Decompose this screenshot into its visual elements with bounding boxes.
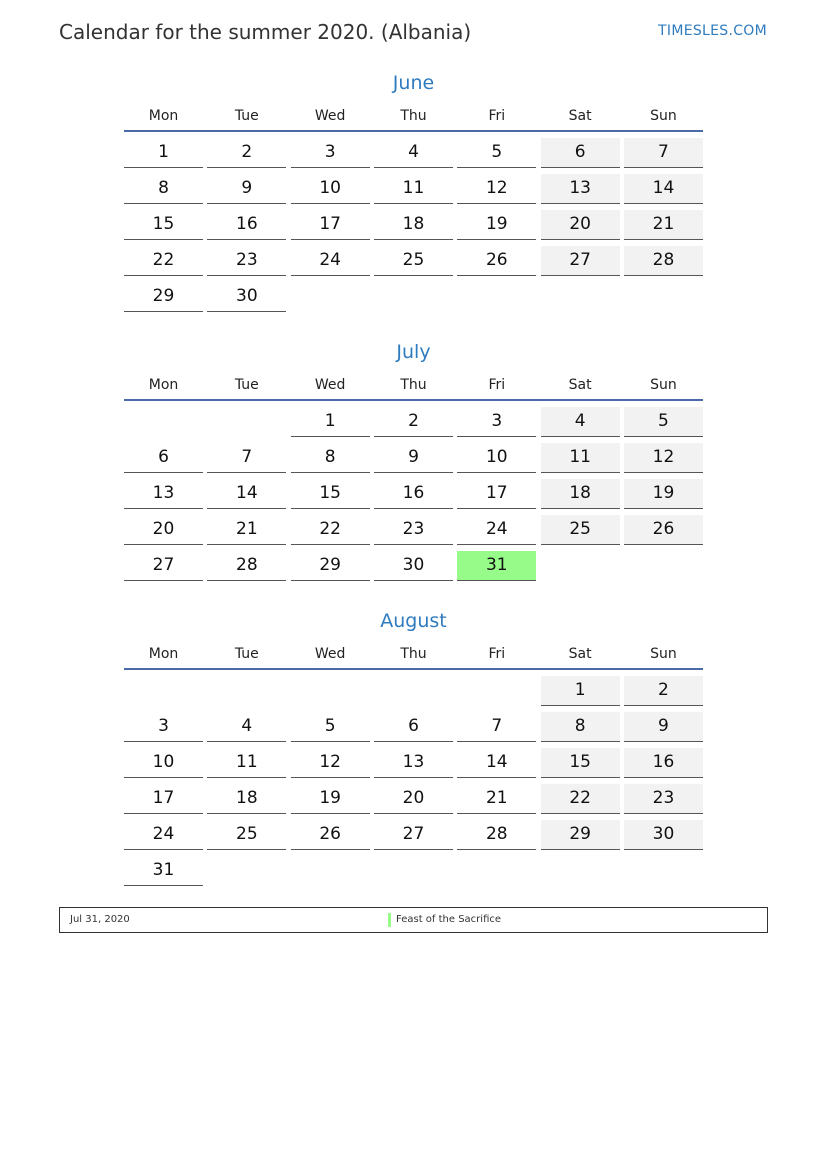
- day-cell[interactable]: 22: [541, 784, 620, 814]
- day-cell[interactable]: 12: [457, 174, 536, 204]
- day-cell[interactable]: 4: [207, 712, 286, 742]
- day-cell[interactable]: 22: [124, 246, 203, 276]
- day-cell[interactable]: 16: [624, 748, 703, 778]
- month-name: July: [396, 341, 431, 363]
- day-cell[interactable]: 17: [124, 784, 203, 814]
- day-cell[interactable]: 19: [291, 784, 370, 814]
- weekday-label: Sun: [650, 108, 677, 124]
- day-cell[interactable]: 18: [541, 479, 620, 509]
- weekday-label: Sat: [568, 646, 592, 662]
- day-cell[interactable]: 5: [291, 712, 370, 742]
- day-cell[interactable]: 2: [374, 407, 453, 437]
- day-cell[interactable]: 6: [374, 712, 453, 742]
- day-cell[interactable]: 26: [624, 515, 703, 545]
- weekday-label: Tue: [234, 646, 259, 662]
- day-cell[interactable]: 13: [541, 174, 620, 204]
- weekday-label: Thu: [400, 646, 427, 662]
- day-cell[interactable]: 23: [624, 784, 703, 814]
- day-cell[interactable]: 14: [207, 479, 286, 509]
- empty-cell: [457, 676, 536, 706]
- day-cell[interactable]: 8: [124, 174, 203, 204]
- day-cell[interactable]: 28: [624, 246, 703, 276]
- empty-cell: [124, 676, 203, 706]
- day-cell[interactable]: 9: [207, 174, 286, 204]
- day-cell[interactable]: 16: [207, 210, 286, 240]
- day-cell[interactable]: 20: [374, 784, 453, 814]
- weekday-label: Fri: [488, 377, 506, 393]
- day-cell[interactable]: 11: [541, 443, 620, 473]
- day-cell[interactable]: 24: [457, 515, 536, 545]
- day-cell[interactable]: 27: [541, 246, 620, 276]
- weekday-label: Thu: [400, 108, 427, 124]
- day-cell[interactable]: 6: [541, 138, 620, 168]
- day-cell[interactable]: 25: [541, 515, 620, 545]
- day-cell[interactable]: 24: [124, 820, 203, 850]
- day-cell[interactable]: 18: [374, 210, 453, 240]
- day-cell[interactable]: 9: [624, 712, 703, 742]
- month-name: June: [392, 72, 435, 94]
- weekday-header: [124, 371, 703, 401]
- day-cell[interactable]: 29: [541, 820, 620, 850]
- weekday-header: [124, 102, 703, 132]
- day-cell[interactable]: 20: [124, 515, 203, 545]
- day-cell[interactable]: 25: [207, 820, 286, 850]
- day-cell[interactable]: 15: [541, 748, 620, 778]
- day-cell[interactable]: 20: [541, 210, 620, 240]
- day-cell[interactable]: 16: [374, 479, 453, 509]
- legend-color-mark: [388, 913, 391, 927]
- weekday-label: Wed: [314, 108, 346, 124]
- weekday-label: Mon: [148, 377, 179, 393]
- day-cell[interactable]: 7: [207, 443, 286, 473]
- month-july: [124, 338, 703, 581]
- day-cell[interactable]: 22: [291, 515, 370, 545]
- day-cell[interactable]: 15: [291, 479, 370, 509]
- days-grid: [124, 676, 703, 886]
- day-cell[interactable]: 13: [124, 479, 203, 509]
- day-cell[interactable]: 30: [207, 282, 286, 312]
- month-august: [124, 607, 703, 886]
- day-cell[interactable]: 3: [291, 138, 370, 168]
- day-cell[interactable]: 7: [457, 712, 536, 742]
- weekday-label: Mon: [148, 108, 179, 124]
- weekday-label: Wed: [314, 646, 346, 662]
- day-cell[interactable]: 18: [207, 784, 286, 814]
- day-cell[interactable]: 30: [624, 820, 703, 850]
- legend-date: Jul 31, 2020: [70, 914, 130, 925]
- day-cell[interactable]: 2: [207, 138, 286, 168]
- days-grid: [124, 407, 703, 581]
- day-cell[interactable]: 23: [374, 515, 453, 545]
- day-cell[interactable]: 4: [374, 138, 453, 168]
- day-cell[interactable]: 10: [124, 748, 203, 778]
- day-cell[interactable]: 11: [207, 748, 286, 778]
- day-cell[interactable]: 26: [457, 246, 536, 276]
- weekday-label: Fri: [488, 108, 506, 124]
- empty-cell: [124, 407, 203, 437]
- day-cell[interactable]: 27: [124, 551, 203, 581]
- weekday-label: Tue: [234, 108, 259, 124]
- day-cell[interactable]: 21: [624, 210, 703, 240]
- holiday-day-cell[interactable]: 31: [457, 551, 536, 581]
- day-cell[interactable]: 21: [207, 515, 286, 545]
- day-cell[interactable]: 28: [207, 551, 286, 581]
- holiday-legend: [59, 907, 768, 933]
- day-cell[interactable]: 13: [374, 748, 453, 778]
- day-cell[interactable]: 3: [124, 712, 203, 742]
- day-cell[interactable]: 1: [124, 138, 203, 168]
- day-cell[interactable]: 15: [124, 210, 203, 240]
- day-cell[interactable]: 6: [124, 443, 203, 473]
- empty-cell: [374, 676, 453, 706]
- day-cell[interactable]: 26: [291, 820, 370, 850]
- legend-holiday-name: Feast of the Sacrifice: [396, 914, 502, 925]
- site-link[interactable]: TIMESLES.COM: [658, 23, 767, 39]
- weekday-label: Thu: [400, 377, 427, 393]
- day-cell[interactable]: 17: [291, 210, 370, 240]
- page-title: Calendar for the summer 2020. (Albania): [59, 20, 472, 44]
- day-cell[interactable]: 1: [541, 676, 620, 706]
- day-cell[interactable]: 19: [457, 210, 536, 240]
- day-cell[interactable]: 14: [624, 174, 703, 204]
- day-cell[interactable]: 2: [624, 676, 703, 706]
- day-cell[interactable]: 19: [624, 479, 703, 509]
- day-cell[interactable]: 30: [374, 551, 453, 581]
- month-june: [124, 69, 703, 312]
- day-cell[interactable]: 23: [207, 246, 286, 276]
- day-cell[interactable]: 24: [291, 246, 370, 276]
- day-cell[interactable]: 5: [624, 407, 703, 437]
- day-cell[interactable]: 29: [291, 551, 370, 581]
- day-cell[interactable]: 9: [374, 443, 453, 473]
- day-cell[interactable]: 21: [457, 784, 536, 814]
- day-cell[interactable]: 31: [124, 856, 203, 886]
- empty-cell: [207, 676, 286, 706]
- weekday-label: Tue: [234, 377, 259, 393]
- weekday-label: Sun: [650, 646, 677, 662]
- month-name: August: [380, 610, 447, 632]
- weekday-label: Mon: [148, 646, 179, 662]
- day-cell[interactable]: 12: [624, 443, 703, 473]
- day-cell[interactable]: 11: [374, 174, 453, 204]
- day-cell[interactable]: 10: [457, 443, 536, 473]
- weekday-header: [124, 640, 703, 670]
- empty-cell: [207, 407, 286, 437]
- day-cell[interactable]: 8: [541, 712, 620, 742]
- day-cell[interactable]: 5: [457, 138, 536, 168]
- weekday-label: Sun: [650, 377, 677, 393]
- weekday-label: Fri: [488, 646, 506, 662]
- day-cell[interactable]: 3: [457, 407, 536, 437]
- day-cell[interactable]: 7: [624, 138, 703, 168]
- day-cell[interactable]: 29: [124, 282, 203, 312]
- day-cell[interactable]: 8: [291, 443, 370, 473]
- day-cell[interactable]: 1: [291, 407, 370, 437]
- day-cell[interactable]: 25: [374, 246, 453, 276]
- weekday-label: Wed: [314, 377, 346, 393]
- weekday-label: Sat: [568, 108, 592, 124]
- days-grid: [124, 138, 703, 312]
- day-cell[interactable]: 10: [291, 174, 370, 204]
- empty-cell: [291, 676, 370, 706]
- weekday-label: Sat: [568, 377, 592, 393]
- day-cell[interactable]: 28: [457, 820, 536, 850]
- day-cell[interactable]: 12: [291, 748, 370, 778]
- day-cell[interactable]: 4: [541, 407, 620, 437]
- day-cell[interactable]: 27: [374, 820, 453, 850]
- day-cell[interactable]: 17: [457, 479, 536, 509]
- day-cell[interactable]: 14: [457, 748, 536, 778]
